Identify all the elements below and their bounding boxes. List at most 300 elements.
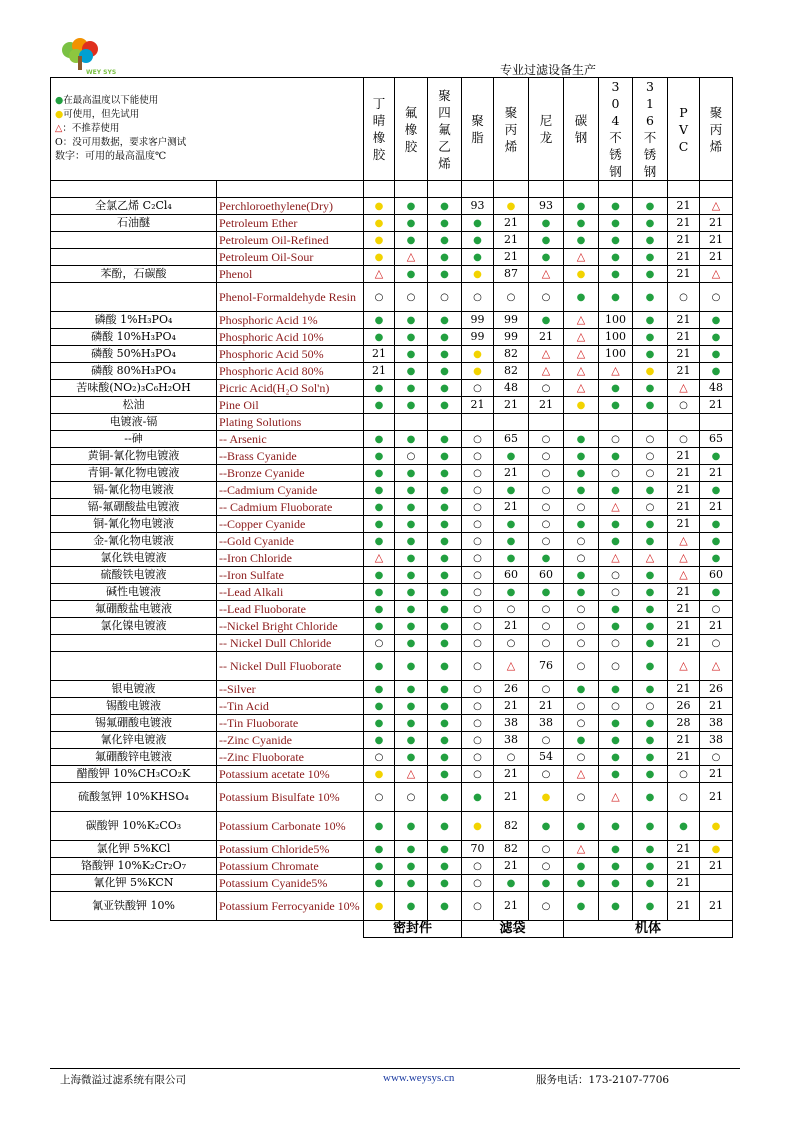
column-header	[494, 78, 529, 181]
rating-cell	[633, 715, 668, 732]
table-row	[51, 766, 733, 783]
rating-cell	[494, 635, 529, 652]
max-temperature: 21	[676, 750, 691, 763]
no-data-icon: ○	[679, 791, 688, 803]
rating-cell	[395, 448, 428, 465]
rating-cell	[564, 266, 599, 283]
rating-cell	[564, 414, 599, 431]
table-row	[51, 567, 733, 584]
rating-cell	[395, 567, 428, 584]
column-header-label: 碳钢	[574, 113, 588, 145]
not-recommended-icon: △	[541, 364, 551, 377]
rating-cell	[633, 516, 668, 533]
chemical-name-cn: 硫酸氢钾 10%KHSO₄	[51, 783, 217, 812]
max-temperature: 26	[676, 699, 691, 712]
no-data-icon: ○	[473, 501, 482, 513]
max-temperature: 21	[504, 699, 519, 712]
no-data-icon: ○	[541, 637, 551, 649]
usable-icon: ●	[541, 820, 551, 832]
rating-cell	[668, 749, 700, 766]
rating-cell	[494, 363, 529, 380]
usable-icon: ●	[611, 450, 620, 462]
no-data-icon: ○	[541, 900, 551, 912]
rating-cell	[494, 431, 529, 448]
rating-cell	[529, 431, 564, 448]
not-recommended-icon: △	[406, 250, 416, 263]
column-header-label: 聚丙烯	[709, 104, 723, 154]
max-temperature: 21	[709, 250, 724, 263]
rating-cell	[529, 681, 564, 698]
no-data-icon: ○	[576, 637, 586, 649]
rating-cell	[529, 380, 564, 397]
no-data-icon: ○	[541, 603, 551, 615]
rating-cell	[494, 346, 529, 363]
test-first-icon: ●	[374, 217, 384, 229]
usable-icon: ●	[440, 234, 449, 246]
max-temperature: 21	[504, 619, 519, 632]
legend-text: 数字：可用的最高温度℃	[55, 151, 167, 162]
usable-icon: ●	[611, 620, 620, 632]
rating-cell	[428, 482, 462, 499]
rating-cell	[364, 635, 395, 652]
usable-icon: ●	[576, 683, 586, 695]
usable-icon: ●	[440, 843, 449, 855]
column-header	[599, 78, 633, 181]
rating-cell	[668, 681, 700, 698]
table-row	[51, 715, 733, 732]
rating-cell	[462, 363, 494, 380]
usable-icon: ●	[374, 382, 384, 394]
rating-cell	[395, 499, 428, 516]
table-row	[51, 618, 733, 635]
usable-icon: ●	[611, 683, 620, 695]
table-row	[51, 283, 733, 312]
no-data-icon: ○	[541, 518, 551, 530]
usable-icon: ●	[374, 518, 384, 530]
no-data-icon: ○	[576, 717, 586, 729]
rating-cell	[395, 749, 428, 766]
usable-icon: ●	[645, 751, 655, 763]
usable-icon: ●	[611, 251, 620, 263]
test-first-icon: ●	[374, 900, 384, 912]
usable-icon: ●	[645, 717, 655, 729]
rating-cell	[529, 533, 564, 550]
usable-icon: ●	[576, 234, 586, 246]
table-row	[51, 448, 733, 465]
rating-cell	[529, 812, 564, 841]
max-temperature: 21	[504, 790, 519, 803]
chemical-name-cn: 铬酸钾 10%K₂Cr₂O₇	[51, 858, 217, 875]
no-data-icon: ○	[711, 751, 721, 763]
usable-icon: ●	[440, 717, 449, 729]
rating-cell	[668, 766, 700, 783]
table-row	[51, 858, 733, 875]
rating-cell	[668, 329, 700, 346]
no-data-icon: ○	[541, 484, 551, 496]
no-data-icon: ○	[576, 751, 586, 763]
max-temperature: 21	[676, 483, 691, 496]
group-row	[51, 921, 733, 938]
rating-cell	[668, 841, 700, 858]
rating-cell	[462, 783, 494, 812]
rating-cell	[462, 198, 494, 215]
rating-cell	[529, 652, 564, 681]
chemical-name-cn: 碳酸钾 10%K₂CO₃	[51, 812, 217, 841]
no-data-icon: ○	[440, 291, 449, 303]
usable-icon: ●	[440, 501, 449, 513]
rating-cell	[700, 841, 733, 858]
usable-icon: ●	[576, 433, 586, 445]
not-recommended-icon: △	[576, 381, 586, 394]
rating-cell	[633, 499, 668, 516]
rating-cell	[700, 875, 733, 892]
legend-text: ：不推荐使用	[62, 123, 120, 134]
not-recommended-icon: △	[576, 313, 586, 326]
usable-icon: ●	[611, 603, 620, 615]
logo-text: WEY SYS	[86, 69, 117, 76]
table-row	[51, 329, 733, 346]
rating-cell	[599, 249, 633, 266]
rating-cell	[462, 766, 494, 783]
no-data-icon: ○	[541, 433, 551, 445]
rating-cell	[428, 715, 462, 732]
no-data-icon: ○	[611, 433, 620, 445]
rating-cell	[564, 249, 599, 266]
max-temperature: 21	[504, 500, 519, 513]
max-temperature: 21	[676, 250, 691, 263]
no-data-icon: ○	[541, 734, 551, 746]
test-first-icon: ●	[374, 234, 384, 246]
rating-cell	[599, 749, 633, 766]
rating-cell	[633, 635, 668, 652]
rating-cell	[700, 783, 733, 812]
usable-icon: ●	[541, 877, 551, 889]
usable-icon: ●	[440, 877, 449, 889]
rating-cell	[428, 550, 462, 567]
no-data-icon: ○	[406, 291, 416, 303]
usable-icon: ●	[645, 331, 655, 343]
max-temperature: 21	[676, 466, 691, 479]
rating-cell	[462, 618, 494, 635]
usable-icon: ●	[406, 399, 416, 411]
table-row	[51, 414, 733, 431]
rating-cell	[462, 448, 494, 465]
rating-cell	[494, 312, 529, 329]
usable-icon: ●	[440, 900, 449, 912]
usable-icon: ●	[576, 518, 586, 530]
usable-icon: ●	[611, 399, 620, 411]
max-temperature: 21	[676, 500, 691, 513]
rating-cell	[700, 567, 733, 584]
no-data-icon: ○	[473, 518, 482, 530]
rating-cell	[395, 465, 428, 482]
max-temperature: 21	[676, 636, 691, 649]
max-temperature: 21	[372, 347, 387, 360]
usable-icon: ●	[711, 484, 721, 496]
usable-icon: ●	[611, 843, 620, 855]
rating-cell	[599, 431, 633, 448]
table-row	[51, 312, 733, 329]
usable-icon: ●	[645, 637, 655, 649]
chemical-name-cn	[51, 232, 217, 249]
rating-cell	[364, 516, 395, 533]
usable-icon: ●	[374, 501, 384, 513]
max-temperature: 82	[504, 364, 519, 377]
max-temperature: 70	[470, 842, 485, 855]
rating-cell	[462, 397, 494, 414]
usable-icon: ●	[645, 484, 655, 496]
usable-icon: ●	[406, 217, 416, 229]
usable-icon: ●	[711, 552, 721, 564]
rating-cell	[668, 567, 700, 584]
rating-cell	[364, 601, 395, 618]
no-data-icon: ○	[473, 552, 482, 564]
rating-cell	[700, 215, 733, 232]
rating-cell	[529, 550, 564, 567]
max-temperature: 21	[504, 216, 519, 229]
no-data-icon: ○	[711, 637, 721, 649]
no-data-icon: ○	[473, 484, 482, 496]
column-header-label: 聚脂	[471, 113, 484, 145]
rating-cell	[668, 414, 700, 431]
rating-cell	[700, 635, 733, 652]
usable-icon: ●	[645, 251, 655, 263]
usable-icon: ●	[440, 683, 449, 695]
usable-icon: ●	[440, 268, 449, 280]
no-data-icon: ○	[541, 467, 551, 479]
rating-cell	[462, 516, 494, 533]
usable-icon: ●	[406, 877, 416, 889]
chemical-name-cn: 金-氰化物电镀液	[51, 533, 217, 550]
rating-cell	[428, 749, 462, 766]
rating-cell	[364, 329, 395, 346]
rating-cell	[564, 841, 599, 858]
no-data-icon: ○	[473, 877, 482, 889]
rating-cell	[633, 698, 668, 715]
rating-cell	[599, 601, 633, 618]
no-data-icon: ○	[541, 620, 551, 632]
usable-icon: ●	[440, 791, 449, 803]
no-data-icon: ○	[473, 603, 482, 615]
chemical-name-en: Potassium Carbonate 10%	[217, 812, 364, 841]
no-data-icon: ○	[374, 791, 384, 803]
not-recommended-icon: △	[611, 500, 620, 513]
rating-cell	[564, 766, 599, 783]
max-temperature: 21	[676, 682, 691, 695]
chemical-name-cn: 氰亚铁酸钾 10%	[51, 892, 217, 921]
rating-cell	[462, 380, 494, 397]
usable-icon: ●	[576, 217, 586, 229]
usable-icon: ●	[645, 768, 655, 780]
usable-icon: ●	[576, 877, 586, 889]
no-data-icon: ○	[611, 660, 620, 672]
rating-cell	[564, 448, 599, 465]
rating-cell	[633, 858, 668, 875]
usable-icon: ●	[645, 660, 655, 672]
not-recommended-icon: △	[711, 267, 721, 280]
rating-cell	[395, 618, 428, 635]
rating-cell	[599, 499, 633, 516]
rating-cell	[529, 858, 564, 875]
column-header-label: 丁晴橡胶	[372, 96, 386, 162]
chemical-name-cn: 氰化锌电镀液	[51, 732, 217, 749]
usable-icon: ●	[440, 603, 449, 615]
rating-cell	[364, 783, 395, 812]
usable-icon: ●	[374, 620, 384, 632]
rating-cell	[428, 363, 462, 380]
usable-icon: ●	[506, 877, 516, 889]
rating-cell	[529, 499, 564, 516]
rating-cell	[364, 232, 395, 249]
rating-cell	[668, 550, 700, 567]
usable-icon: ●	[611, 518, 620, 530]
column-header-label: 聚四氟乙烯	[438, 87, 451, 171]
rating-cell	[564, 652, 599, 681]
usable-icon: ●	[611, 217, 620, 229]
usable-icon: ●	[440, 348, 449, 360]
rating-cell	[599, 858, 633, 875]
not-recommended-icon: △	[679, 534, 688, 547]
rating-cell	[395, 516, 428, 533]
table-row	[51, 732, 733, 749]
column-header	[700, 78, 733, 181]
rating-cell	[633, 841, 668, 858]
chemical-name-en: --Zinc Cyanide	[217, 732, 364, 749]
chemical-name-cn: 黄铜-氰化物电镀液	[51, 448, 217, 465]
chemical-name-en: Phenol	[217, 266, 364, 283]
rating-cell	[700, 698, 733, 715]
column-header	[529, 78, 564, 181]
rating-cell	[668, 652, 700, 681]
rating-cell	[529, 618, 564, 635]
rating-cell	[462, 875, 494, 892]
rating-cell	[395, 482, 428, 499]
no-data-icon: ○	[576, 791, 586, 803]
rating-cell	[668, 346, 700, 363]
usable-icon: ●	[576, 467, 586, 479]
no-data-icon: ○	[576, 620, 586, 632]
rating-cell	[494, 215, 529, 232]
usable-icon: ●	[576, 484, 586, 496]
usable-icon: ●	[406, 518, 416, 530]
chemical-name-en: -- Arsenic	[217, 431, 364, 448]
usable-icon: ●	[406, 382, 416, 394]
rating-cell	[494, 892, 529, 921]
no-data-icon: ○	[645, 450, 655, 462]
rating-cell	[668, 380, 700, 397]
rating-cell	[364, 766, 395, 783]
usable-icon: ●	[611, 734, 620, 746]
rating-cell	[364, 266, 395, 283]
rating-cell	[633, 232, 668, 249]
rating-cell	[494, 698, 529, 715]
not-recommended-icon: △	[679, 551, 688, 564]
usable-icon: ●	[374, 586, 384, 598]
usable-icon: ●	[611, 268, 620, 280]
usable-icon: ●	[406, 734, 416, 746]
usable-icon: ●	[406, 200, 416, 212]
rating-cell	[428, 465, 462, 482]
max-temperature: 21	[709, 899, 724, 912]
column-header-label: 尼龙	[539, 113, 553, 145]
usable-icon: ●	[374, 484, 384, 496]
usable-icon: ●	[576, 569, 586, 581]
rating-cell	[462, 283, 494, 312]
rating-cell	[529, 266, 564, 283]
rating-cell	[364, 283, 395, 312]
rating-cell	[428, 397, 462, 414]
rating-cell	[462, 482, 494, 499]
max-temperature: 100	[605, 347, 627, 360]
rating-cell	[529, 312, 564, 329]
no-data-icon: ○	[541, 683, 551, 695]
rating-cell	[364, 652, 395, 681]
no-data-icon: ○	[541, 450, 551, 462]
rating-cell	[428, 698, 462, 715]
chemical-name-en: --Silver	[217, 681, 364, 698]
usable-icon: ●	[440, 467, 449, 479]
rating-cell	[462, 346, 494, 363]
rating-cell	[364, 448, 395, 465]
usable-icon: ●	[406, 569, 416, 581]
rating-cell	[494, 652, 529, 681]
rating-cell	[428, 346, 462, 363]
no-data-icon: ○	[576, 501, 586, 513]
no-data-icon: ○	[611, 467, 620, 479]
rating-cell	[364, 841, 395, 858]
max-temperature: 21	[709, 398, 724, 411]
not-recommended-icon: △	[645, 551, 655, 564]
table-row	[51, 232, 733, 249]
test-first-icon: ●	[576, 399, 586, 411]
usable-icon: ●	[711, 348, 721, 360]
chemical-name-cn: 醋酸钾 10%CH₃CO₂K	[51, 766, 217, 783]
max-temperature: 93	[470, 199, 485, 212]
rating-cell	[633, 397, 668, 414]
rating-cell	[633, 732, 668, 749]
rating-cell	[494, 732, 529, 749]
usable-icon: ●	[541, 314, 551, 326]
max-temperature: 21	[676, 842, 691, 855]
not-recommended-icon: △	[541, 267, 551, 280]
legend-text: O：没可用数据，要求客户测试	[55, 137, 187, 148]
usable-icon: ●	[541, 234, 551, 246]
rating-cell	[633, 584, 668, 601]
usable-icon: ●	[374, 331, 384, 343]
rating-cell	[529, 732, 564, 749]
not-recommended-icon: △	[374, 551, 384, 564]
chemical-name-cn: 磷酸 10%H₃PO₄	[51, 329, 217, 346]
rating-cell	[462, 232, 494, 249]
rating-cell	[633, 567, 668, 584]
rating-cell	[700, 431, 733, 448]
rating-cell	[700, 892, 733, 921]
footer-website[interactable]: www.weysys.cn	[383, 1072, 455, 1084]
rating-cell	[364, 567, 395, 584]
rating-cell	[599, 482, 633, 499]
rating-cell	[494, 482, 529, 499]
rating-cell	[564, 329, 599, 346]
rating-cell	[668, 232, 700, 249]
test-first-icon: ●	[506, 200, 516, 212]
max-temperature: 38	[539, 716, 554, 729]
rating-cell	[633, 198, 668, 215]
rating-cell	[633, 465, 668, 482]
rating-cell	[529, 766, 564, 783]
rating-cell	[564, 567, 599, 584]
rating-cell	[700, 618, 733, 635]
no-data-icon: ○	[541, 291, 551, 303]
